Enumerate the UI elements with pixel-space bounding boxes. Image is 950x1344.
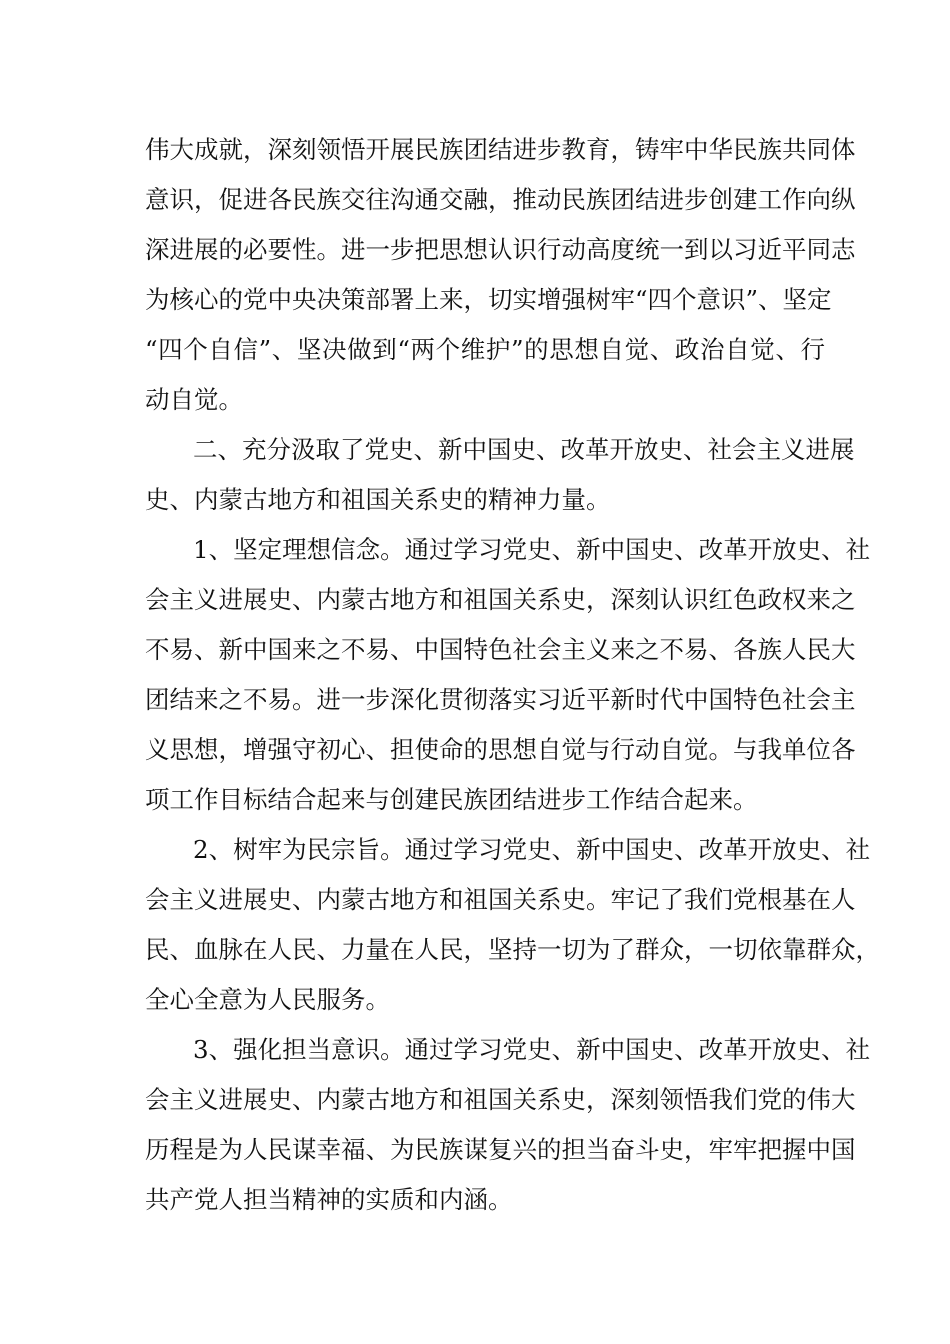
text-line: 3、强化担当意识。通过学习党史、新中国史、改革开放史、社 [193, 1035, 871, 1064]
text-line: 会主义进展史、内蒙古地方和祖国关系史，深刻领悟我们党的伟大 [145, 1085, 856, 1114]
paragraph-people-purpose [145, 825, 880, 1025]
text-line: 民、血脉在人民、力量在人民，坚持一切为了群众，一切依靠群众， [145, 935, 880, 964]
text-line: 历程是为人民谋幸福、为民族谋复兴的担当奋斗史，牢牢把握中国 [145, 1135, 856, 1164]
text-line: 共产党人担当精神的实质和内涵。 [145, 1185, 513, 1214]
text-line: 深进展的必要性。进一步把思想认识行动高度统一到以习近平同志 [145, 235, 856, 264]
paragraph-ideals [145, 525, 871, 825]
text-line: 会主义进展史、内蒙古地方和祖国关系史，深刻认识红色政权来之 [145, 585, 856, 614]
text-line: 动自觉。 [145, 385, 243, 414]
text-line: 1、坚定理想信念。通过学习党史、新中国史、改革开放史、社 [193, 535, 871, 564]
document-body [145, 125, 880, 1225]
text-line: 义思想，增强守初心、担使命的思想自觉与行动自觉。与我单位各 [145, 735, 856, 764]
text-line: 史、内蒙古地方和祖国关系史的精神力量。 [145, 485, 611, 514]
text-line: 2、树牢为民宗旨。通过学习党史、新中国史、改革开放史、社 [193, 835, 871, 864]
text-line: 全心全意为人民服务。 [145, 985, 390, 1014]
text-line: 伟大成就，深刻领悟开展民族团结进步教育，铸牢中华民族共同体 [145, 135, 856, 164]
paragraph-responsibility [145, 1025, 871, 1225]
text-line: 不易、新中国来之不易、中国特色社会主义来之不易、各族人民大 [145, 635, 856, 664]
text-line: 为核心的党中央决策部署上来，切实增强树牢“四个意识”、坚定 [145, 285, 832, 314]
text-line: 团结来之不易。进一步深化贯彻落实习近平新时代中国特色社会主 [145, 685, 856, 714]
section-heading-two [145, 425, 855, 525]
paragraph-continuation [145, 125, 856, 425]
text-line: 二、充分汲取了党史、新中国史、改革开放史、社会主义进展 [193, 435, 855, 464]
text-line: “四个自信”、坚决做到“两个维护”的思想自觉、政治自觉、行 [145, 335, 825, 364]
text-line: 项工作目标结合起来与创建民族团结进步工作结合起来。 [145, 785, 758, 814]
text-line: 意识，促进各民族交往沟通交融，推动民族团结进步创建工作向纵 [145, 185, 856, 214]
text-line: 会主义进展史、内蒙古地方和祖国关系史。牢记了我们党根基在人 [145, 885, 856, 914]
